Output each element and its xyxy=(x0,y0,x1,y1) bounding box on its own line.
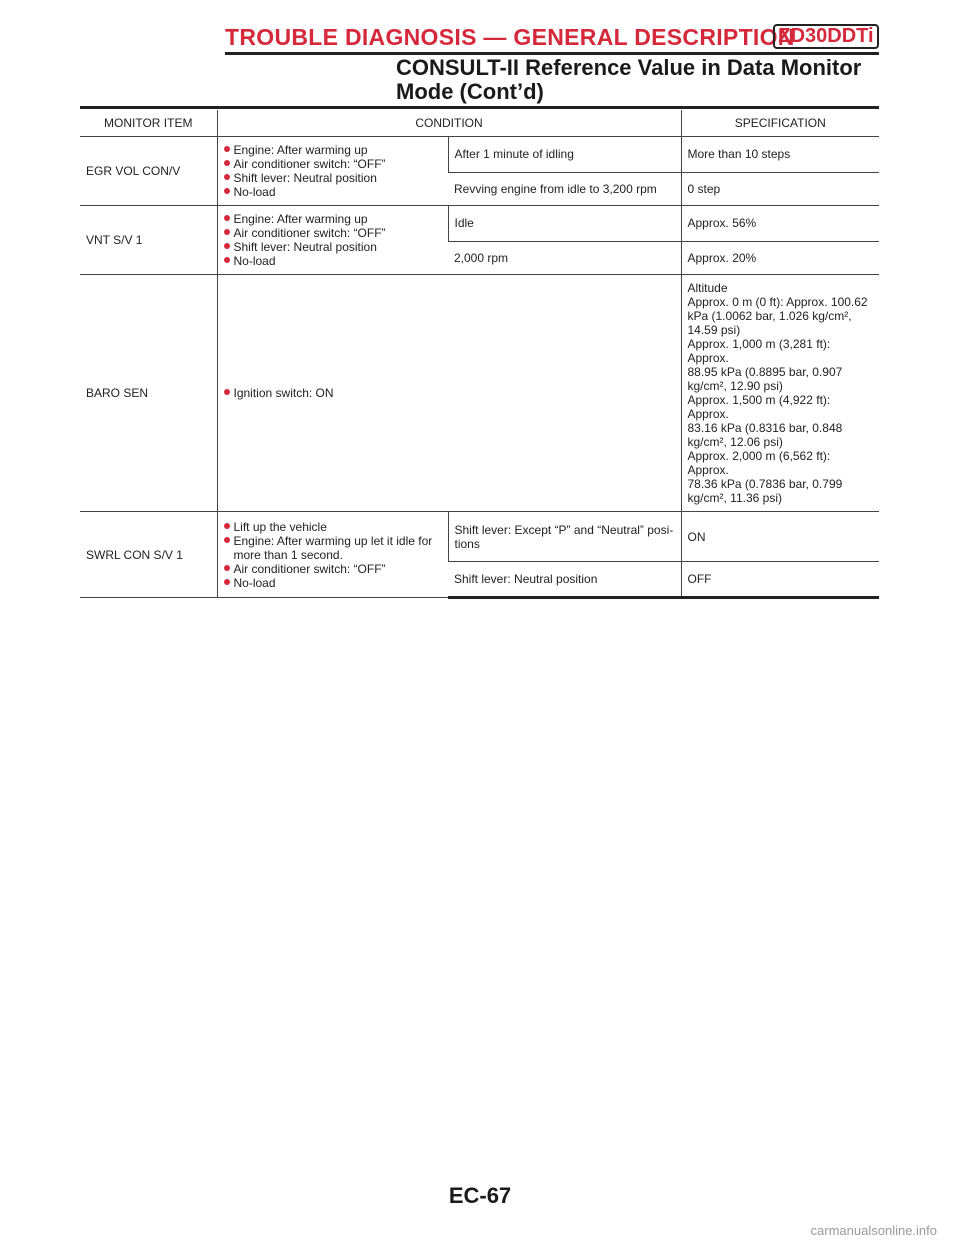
bullet-icon xyxy=(224,523,230,529)
monitor-item-egr: EGR VOL CON/V xyxy=(80,137,217,206)
section-title: TROUBLE DIAGNOSIS — GENERAL DESCRIPTION xyxy=(225,24,795,50)
table-row xyxy=(80,206,879,242)
page-title xyxy=(396,56,866,104)
specification-value: ON xyxy=(681,512,879,562)
monitor-item-vnt: VNT S/V 1 xyxy=(80,206,217,275)
bullet-icon xyxy=(224,174,230,180)
bullet-icon xyxy=(224,579,230,585)
list-item: No-load xyxy=(224,254,442,268)
list-item: Air conditioner switch: “OFF” xyxy=(224,226,442,240)
table-header-row xyxy=(80,110,879,137)
specification-baro xyxy=(681,275,879,512)
list-item: Engine: After warming up xyxy=(224,143,442,157)
spec-line: Approx. 0 m (0 ft): Approx. 100.62 xyxy=(687,295,868,309)
table-row xyxy=(80,137,879,173)
list-item: Engine: After warming up let it idle for more than 1 second. xyxy=(224,534,442,562)
spec-line: kPa (1.0062 bar, 1.026 kg/cm², 14.59 psi) xyxy=(687,309,852,337)
condition-list-egr xyxy=(217,137,448,206)
specification-value: Approx. 56% xyxy=(681,206,879,242)
sub-condition: Shift lever: Except “P” and “Neutral” posi- tions xyxy=(448,512,681,562)
bullet-icon xyxy=(224,537,230,543)
spec-line: kg/cm², 12.90 psi) xyxy=(687,379,783,393)
sub-condition: 2,000 rpm xyxy=(448,241,681,275)
list-item: No-load xyxy=(224,185,442,199)
bullet-icon xyxy=(224,215,230,221)
page-title-line1: CONSULT-II Reference Value in Data Monitor xyxy=(396,55,862,80)
spec-line: 78.36 kPa (0.7836 bar, 0.799 xyxy=(687,477,843,491)
condition-list-baro xyxy=(217,275,681,512)
page-title-line2: Mode (Cont’d) xyxy=(396,79,544,104)
condition-list-vnt xyxy=(217,206,448,275)
col-header-specification: SPECIFICATION xyxy=(681,110,879,137)
bullet-icon xyxy=(224,565,230,571)
list-item: Air conditioner switch: “OFF” xyxy=(224,562,442,576)
condition-list-swrl xyxy=(217,512,448,598)
spec-line: kg/cm², 11.36 psi) xyxy=(687,491,782,505)
title-rule xyxy=(80,106,879,109)
list-item: Ignition switch: ON xyxy=(224,386,675,400)
list-item: Air conditioner switch: “OFF” xyxy=(224,157,442,171)
watermark: carmanualsonline.info xyxy=(810,1223,937,1238)
bullet-icon xyxy=(224,389,230,395)
sub-condition: After 1 minute of idling xyxy=(448,137,681,173)
spec-line: Approx. 1,500 m (4,922 ft): Approx. xyxy=(687,393,831,421)
spec-line: 88.95 kPa (0.8895 bar, 0.907 xyxy=(687,365,843,379)
specification-value: OFF xyxy=(681,562,879,598)
specification-value: 0 step xyxy=(681,172,879,206)
col-header-condition: CONDITION xyxy=(217,110,681,137)
spec-line: Altitude xyxy=(687,281,728,295)
bullet-icon xyxy=(224,188,230,194)
spec-line: 83.16 kPa (0.8316 bar, 0.848 xyxy=(687,421,843,435)
monitor-item-swrl: SWRL CON S/V 1 xyxy=(80,512,217,598)
bullet-icon xyxy=(224,257,230,263)
sub-condition: Shift lever: Neutral position xyxy=(448,562,681,598)
table-row xyxy=(80,275,879,512)
col-header-monitor-item: MONITOR ITEM xyxy=(80,110,217,137)
specification-value: Approx. 20% xyxy=(681,241,879,275)
spec-line: kg/cm², 12.06 psi) xyxy=(687,435,783,449)
monitor-item-baro: BARO SEN xyxy=(80,275,217,512)
sub-condition: Idle xyxy=(448,206,681,242)
spec-line: Approx. 2,000 m (6,562 ft): Approx. xyxy=(687,449,831,477)
specification-value: More than 10 steps xyxy=(681,137,879,173)
spec-line: Approx. 1,000 m (3,281 ft): Approx. xyxy=(687,337,831,365)
bullet-icon xyxy=(224,160,230,166)
bullet-icon xyxy=(224,146,230,152)
engine-code-badge: ZD30DDTi xyxy=(773,24,879,49)
bullet-icon xyxy=(224,229,230,235)
page-number: EC-67 xyxy=(448,1183,512,1208)
sub-condition: Revving engine from idle to 3,200 rpm xyxy=(448,172,681,206)
list-item: Shift lever: Neutral position xyxy=(224,240,442,254)
reference-value-table xyxy=(80,110,879,599)
list-item: Shift lever: Neutral position xyxy=(224,171,442,185)
list-item: Lift up the vehicle xyxy=(224,520,442,534)
list-item: No-load xyxy=(224,576,442,590)
list-item: Engine: After warming up xyxy=(224,212,442,226)
bullet-icon xyxy=(224,243,230,249)
table-row xyxy=(80,512,879,562)
